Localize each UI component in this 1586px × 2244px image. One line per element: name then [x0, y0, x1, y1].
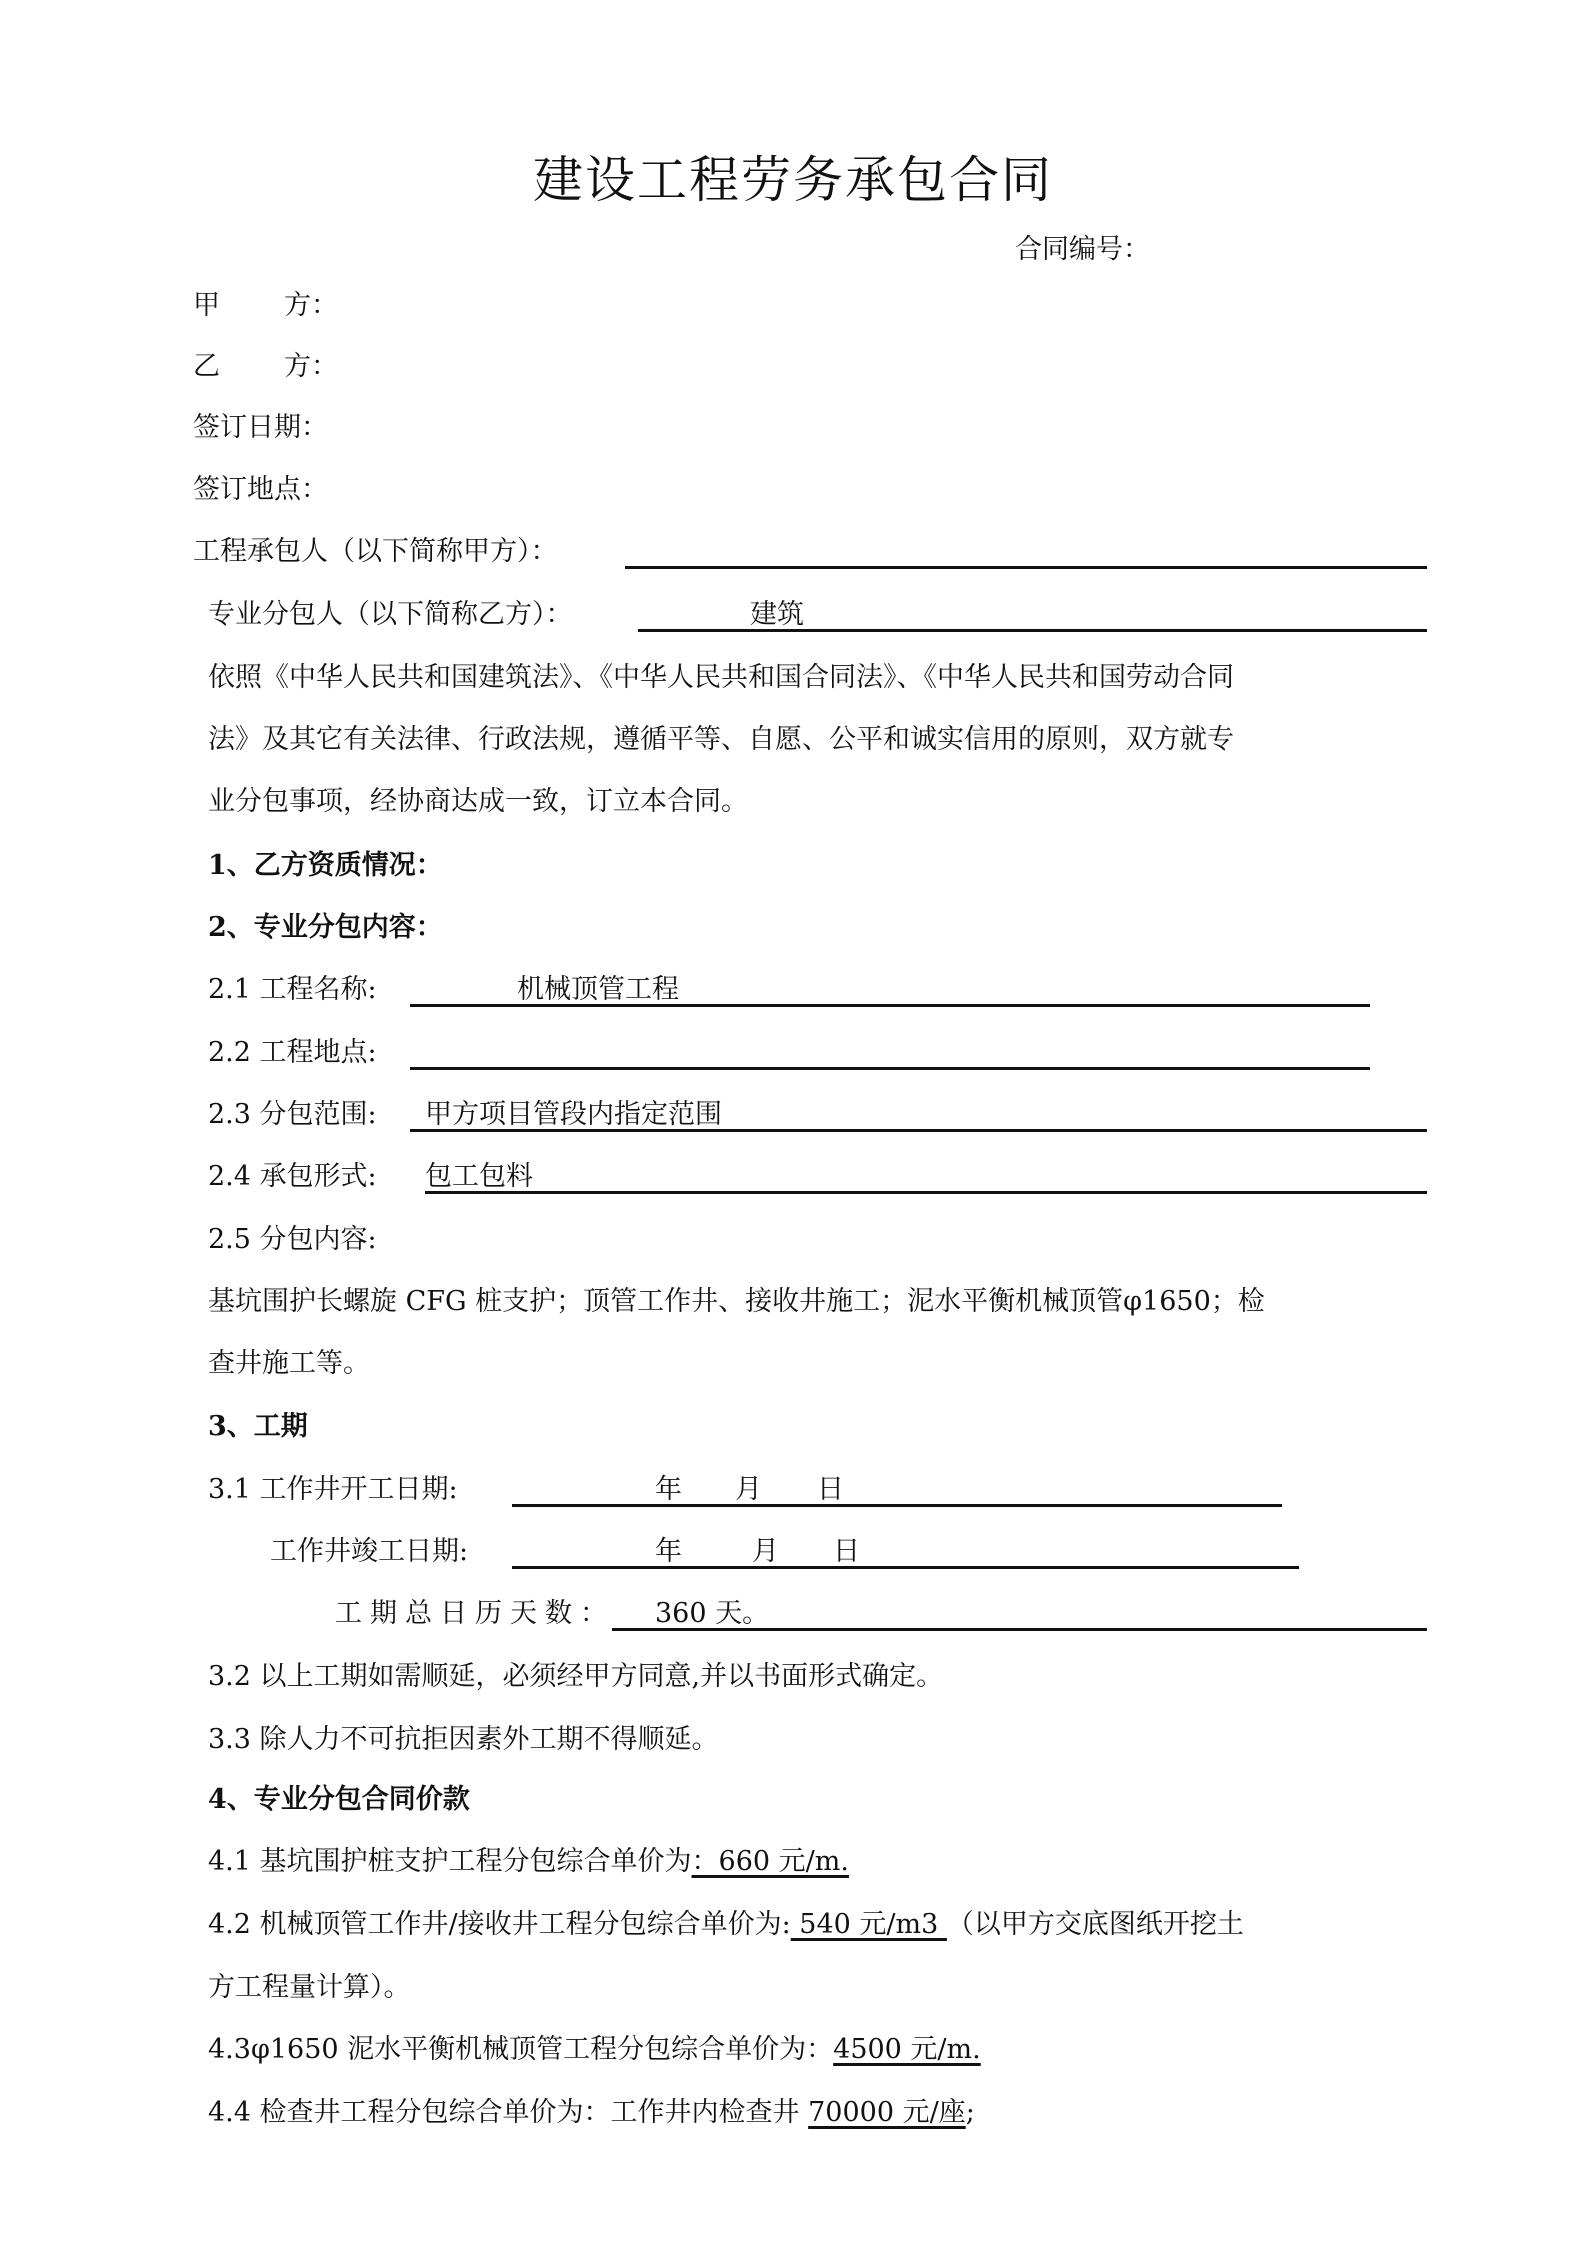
item-2-2-underline	[410, 1067, 1370, 1070]
clause-4-2-note-cont: 方工程量计算）。	[208, 1972, 411, 2003]
sign-place-label: 签订地点：	[193, 474, 328, 505]
party-a-label-suffix: 方：	[284, 290, 338, 321]
item-2-3-label: 2.3 分包范围:	[208, 1099, 377, 1130]
subcontractor-label: 专业分包人（以下简称乙方）：	[208, 599, 573, 630]
preamble-line-3: 业分包事项，经协商达成一致，订立本合同。	[208, 786, 748, 817]
clause-4-3	[208, 2032, 981, 2068]
clause-4-2	[208, 1907, 1244, 1943]
item-2-4-label: 2.4 承包形式:	[208, 1161, 377, 1192]
preamble-line-1: 依照《中华人民共和国建筑法》、《中华人民共和国合同法》、《中华人民共和国劳动合同	[208, 662, 1234, 693]
party-b-label-suffix: 方：	[284, 351, 338, 382]
preamble-line-2: 法》及其它有关法律、行政法规，遵循平等、自愿、公平和诚实信用的原则，双方就专	[208, 724, 1234, 755]
end-date-label: 工作井竣工日期:	[270, 1536, 469, 1567]
party-a-label-char: 甲	[193, 290, 220, 321]
clause-4-4	[208, 2095, 975, 2131]
clause-3-3: 3.3 除人力不可抗拒因素外工期不得顺延。	[208, 1724, 719, 1755]
section-2-heading: 2、专业分包内容：	[208, 912, 443, 943]
contract-number-label: 合同编号：	[1015, 234, 1150, 265]
section-1-heading: 1、乙方资质情况：	[208, 850, 443, 881]
item-2-4-underline	[425, 1191, 1427, 1194]
item-2-1-value[interactable]: 机械顶管工程	[517, 974, 679, 1005]
party-b-label-char: 乙	[193, 351, 220, 382]
clause-4-2-label: 4.2 机械顶管工作井/接收井工程分包综合单价为:	[208, 1909, 791, 1940]
clause-4-4-end: ;	[965, 2097, 975, 2128]
start-date-year: 年	[655, 1474, 682, 1505]
start-date-month: 月	[735, 1474, 762, 1505]
start-date-underline[interactable]	[512, 1504, 1282, 1507]
clause-4-1-value[interactable]: ：660 元/m.	[691, 1846, 849, 1877]
end-date-underline[interactable]	[512, 1566, 1299, 1569]
clause-4-2-note: （以甲方交底图纸开挖土	[946, 1909, 1244, 1940]
contractor-underline	[625, 566, 1427, 569]
clause-4-4-label: 4.4 检查井工程分包综合单价为：工作井内检查井	[208, 2097, 809, 2128]
item-2-3-value[interactable]: 甲方项目管段内指定范围	[425, 1099, 722, 1130]
clause-4-1-label: 4.1 基坑围护桩支护工程分包综合单价为	[208, 1846, 692, 1877]
subcontractor-value[interactable]: 建筑	[750, 599, 804, 630]
total-days-underline	[612, 1628, 1427, 1631]
clause-3-2: 3.2 以上工期如需顺延，必须经甲方同意,并以书面形式确定。	[208, 1661, 944, 1692]
total-days-label: 工期总日历天数：	[335, 1598, 615, 1629]
party-a-label	[193, 288, 338, 324]
end-date-month: 月	[752, 1536, 779, 1567]
total-days-value[interactable]: 360 天。	[655, 1598, 770, 1629]
item-2-1-label: 2.1 工程名称:	[208, 974, 377, 1005]
clause-4-3-label: 4.3φ1650 泥水平衡机械顶管工程分包综合单价为：	[208, 2034, 834, 2065]
clause-4-3-value[interactable]: 4500 元/m.	[833, 2034, 981, 2065]
scope-content-line-2: 查井施工等。	[208, 1348, 370, 1379]
item-2-1-underline	[410, 1004, 1370, 1007]
scope-content-line-1: 基坑围护长螺旋 CFG 桩支护；顶管工作井、接收井施工；泥水平衡机械顶管φ1650；检	[208, 1286, 1265, 1317]
subcontractor-underline	[638, 629, 1427, 632]
item-2-4-value[interactable]: 包工包料	[425, 1161, 533, 1192]
party-b-label	[193, 349, 338, 385]
sign-date-label: 签订日期：	[193, 412, 328, 443]
document-title: 建设工程劳务承包合同	[533, 151, 1053, 209]
item-2-2-label: 2.2 工程地点:	[208, 1037, 377, 1068]
end-date-day: 日	[833, 1536, 860, 1567]
section-4-heading: 4、专业分包合同价款	[208, 1784, 470, 1815]
contractor-label: 工程承包人（以下简称甲方）：	[193, 536, 558, 567]
start-date-day: 日	[817, 1474, 844, 1505]
item-2-3-underline	[410, 1129, 1427, 1132]
clause-4-2-value[interactable]: 540 元/m3	[790, 1909, 947, 1940]
item-2-5-label: 2.5 分包内容:	[208, 1224, 377, 1255]
section-3-heading: 3、工期	[208, 1411, 308, 1442]
end-date-year: 年	[655, 1536, 682, 1567]
clause-4-4-value[interactable]: 70000 元/座	[808, 2097, 966, 2128]
clause-4-1	[208, 1844, 849, 1880]
start-date-label: 3.1 工作井开工日期:	[208, 1474, 458, 1505]
